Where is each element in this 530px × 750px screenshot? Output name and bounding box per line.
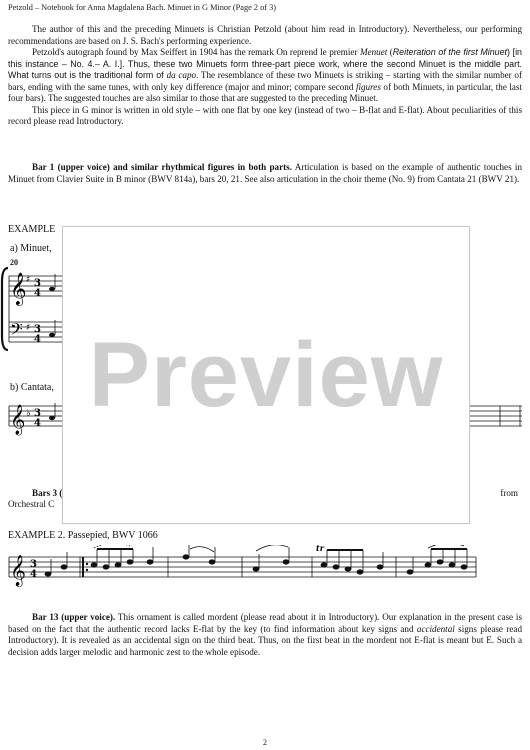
treble-clef-icon: 𝄞 xyxy=(10,555,26,586)
preview-overlay xyxy=(62,226,470,524)
italic-run: Reiteration of the first Minuet xyxy=(392,47,507,57)
text-run: ( xyxy=(387,47,393,57)
sharp-icon: ♯ xyxy=(26,323,31,333)
svg-text:3: 3 xyxy=(34,324,41,335)
bar3-text-tail: from xyxy=(500,488,518,498)
text-run: of both Minuets, in particular, the last four bars). The suggested touches are also similar to those that are suggested to the preceding Minuet. xyxy=(8,81,523,103)
italic-run: accidental xyxy=(416,623,455,634)
example1-label-b: b) Cantata, xyxy=(10,382,54,393)
bar13-section xyxy=(8,612,522,658)
example1-label-a: a) Minuet, xyxy=(10,243,52,254)
treble-clef-icon: 𝄞 xyxy=(10,272,27,305)
example2-staff xyxy=(0,545,530,595)
example1a-grand-staff xyxy=(0,262,70,358)
example1-bar-number: 20 xyxy=(10,258,18,267)
intro-paragraph-1: The author of this and the preceding Minuets is Christian Petzold (about him read in Introductory). Nevertheless, our performing recommendations are based on J. S. Bach's performing experience. xyxy=(8,24,522,46)
sharp-icon: ♯ xyxy=(26,275,31,285)
svg-text:4: 4 xyxy=(34,418,41,429)
bass-clef-icon: 𝄢 xyxy=(10,319,23,343)
flat-icon: ♭ xyxy=(26,408,31,419)
bar3-text-line2: Orchestral C xyxy=(8,499,55,509)
text-run: This ornament is called mordent (please read about it in Introductory). Our explanation in the present case is based on the fact that the authentic record lacks E-flat by the key (to find information about key signs and xyxy=(8,612,522,634)
svg-text:4: 4 xyxy=(30,569,37,580)
preview-watermark: Preview xyxy=(88,323,444,426)
example1-title: EXAMPLE xyxy=(8,224,56,235)
bar3-heading: Bars 3 ( xyxy=(32,488,63,498)
treble-clef-icon: 𝄞 xyxy=(10,405,26,435)
svg-text:4: 4 xyxy=(34,288,41,299)
bar1-paragraph xyxy=(8,162,522,185)
italic-run: figures xyxy=(355,81,381,92)
bar13-heading: Bar 13 (upper voice). xyxy=(32,612,116,622)
svg-text:3: 3 xyxy=(34,278,41,289)
svg-text:3: 3 xyxy=(30,559,37,570)
example2-title: EXAMPLE 2. Passepied, BWV 1066 xyxy=(8,530,158,541)
intro-paragraph-3: This piece in G minor is written in old style – with one flat by one key (instead of two – B-flat and E-flat). About peculiarities of this record please read Introductory. xyxy=(8,104,522,126)
text-run: ) [in this instance – No. 4.– A. I.]. Thus, these two Minuets form three-part piece work, where the second Minuet is the middle part. What turns out is the traditional form of xyxy=(8,47,522,80)
italic-run: da capo xyxy=(166,70,197,80)
page-number: 2 xyxy=(263,738,267,747)
running-header: Petzold – Notebook for Anna Magdalena Bach. Minuet in G Minor (Page 2 of 3) xyxy=(8,3,276,12)
bar1-section xyxy=(8,162,522,185)
intro-paragraph-2 xyxy=(8,47,522,105)
svg-text:4: 4 xyxy=(34,334,41,345)
svg-text:3: 3 xyxy=(34,408,41,419)
text-run: . The resemblance of these two Minuets is striking – starting with the similar number of bars, ending with the same tunes, with only key difference (major and minor; compare second xyxy=(8,70,523,92)
intro-text xyxy=(8,24,522,128)
italic-run: Menuet xyxy=(359,47,388,57)
bar1-text: Articulation is based on the example of authentic touches in Minuet from Clavier Suite in B minor (BWV 814a), bars 20, 21. See also articulation in the choir theme (No. 9) from Cantata 21 (BWV 21). xyxy=(8,162,522,184)
bar13-paragraph xyxy=(8,612,522,658)
text-run: signs please read Introductory). It is revealed as an accidental sign on the third beat. Thus, on the first beat in the mordent not E-flat is meant but E. Such a decision adds larger melodic and harmonic zest to the whole episode. xyxy=(8,623,522,657)
trill-ornament: tr xyxy=(316,545,324,553)
bar1-heading: Bar 1 (upper voice) and similar rhythmical figures in both parts. xyxy=(32,162,292,172)
text-run: Petzold's autograph found by Max Seiffert in 1904 has the remark On reprend le premier xyxy=(32,47,360,57)
